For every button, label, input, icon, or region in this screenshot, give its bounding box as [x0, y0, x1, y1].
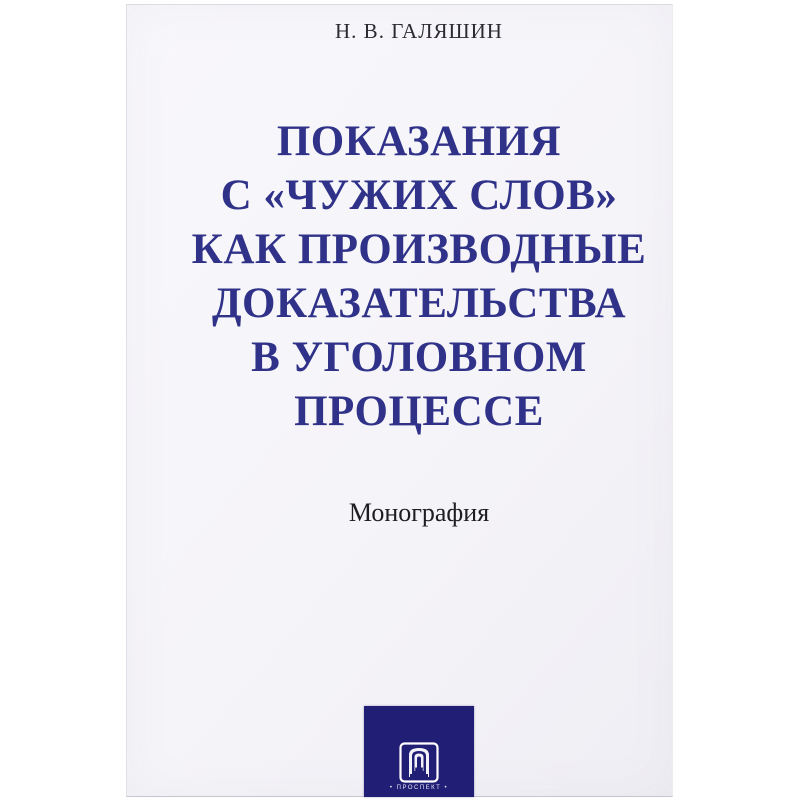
title-line: В УГОЛОВНОМ [251, 334, 587, 381]
title-line: С «ЧУЖИХ СЛОВ» [220, 172, 618, 219]
title-line: ПОКАЗАНИЯ [276, 118, 562, 165]
cover-content [164, 5, 674, 796]
book-cover [126, 4, 673, 797]
subtitle-monograph: Монография [348, 498, 490, 527]
author-name: Н. В. ГАЛЯШИН [335, 19, 503, 43]
publisher-name: • ПРОСПЕКТ • [389, 785, 449, 791]
title-line: ДОКАЗАТЕЛЬСТВА [211, 280, 627, 327]
prospekt-emblem-icon [399, 742, 439, 783]
publisher-logo [364, 706, 474, 797]
title-line: ПРОЦЕССЕ [294, 388, 544, 435]
book-title [164, 115, 674, 439]
title-line: КАК ПРОИЗВОДНЫЕ [191, 226, 647, 273]
